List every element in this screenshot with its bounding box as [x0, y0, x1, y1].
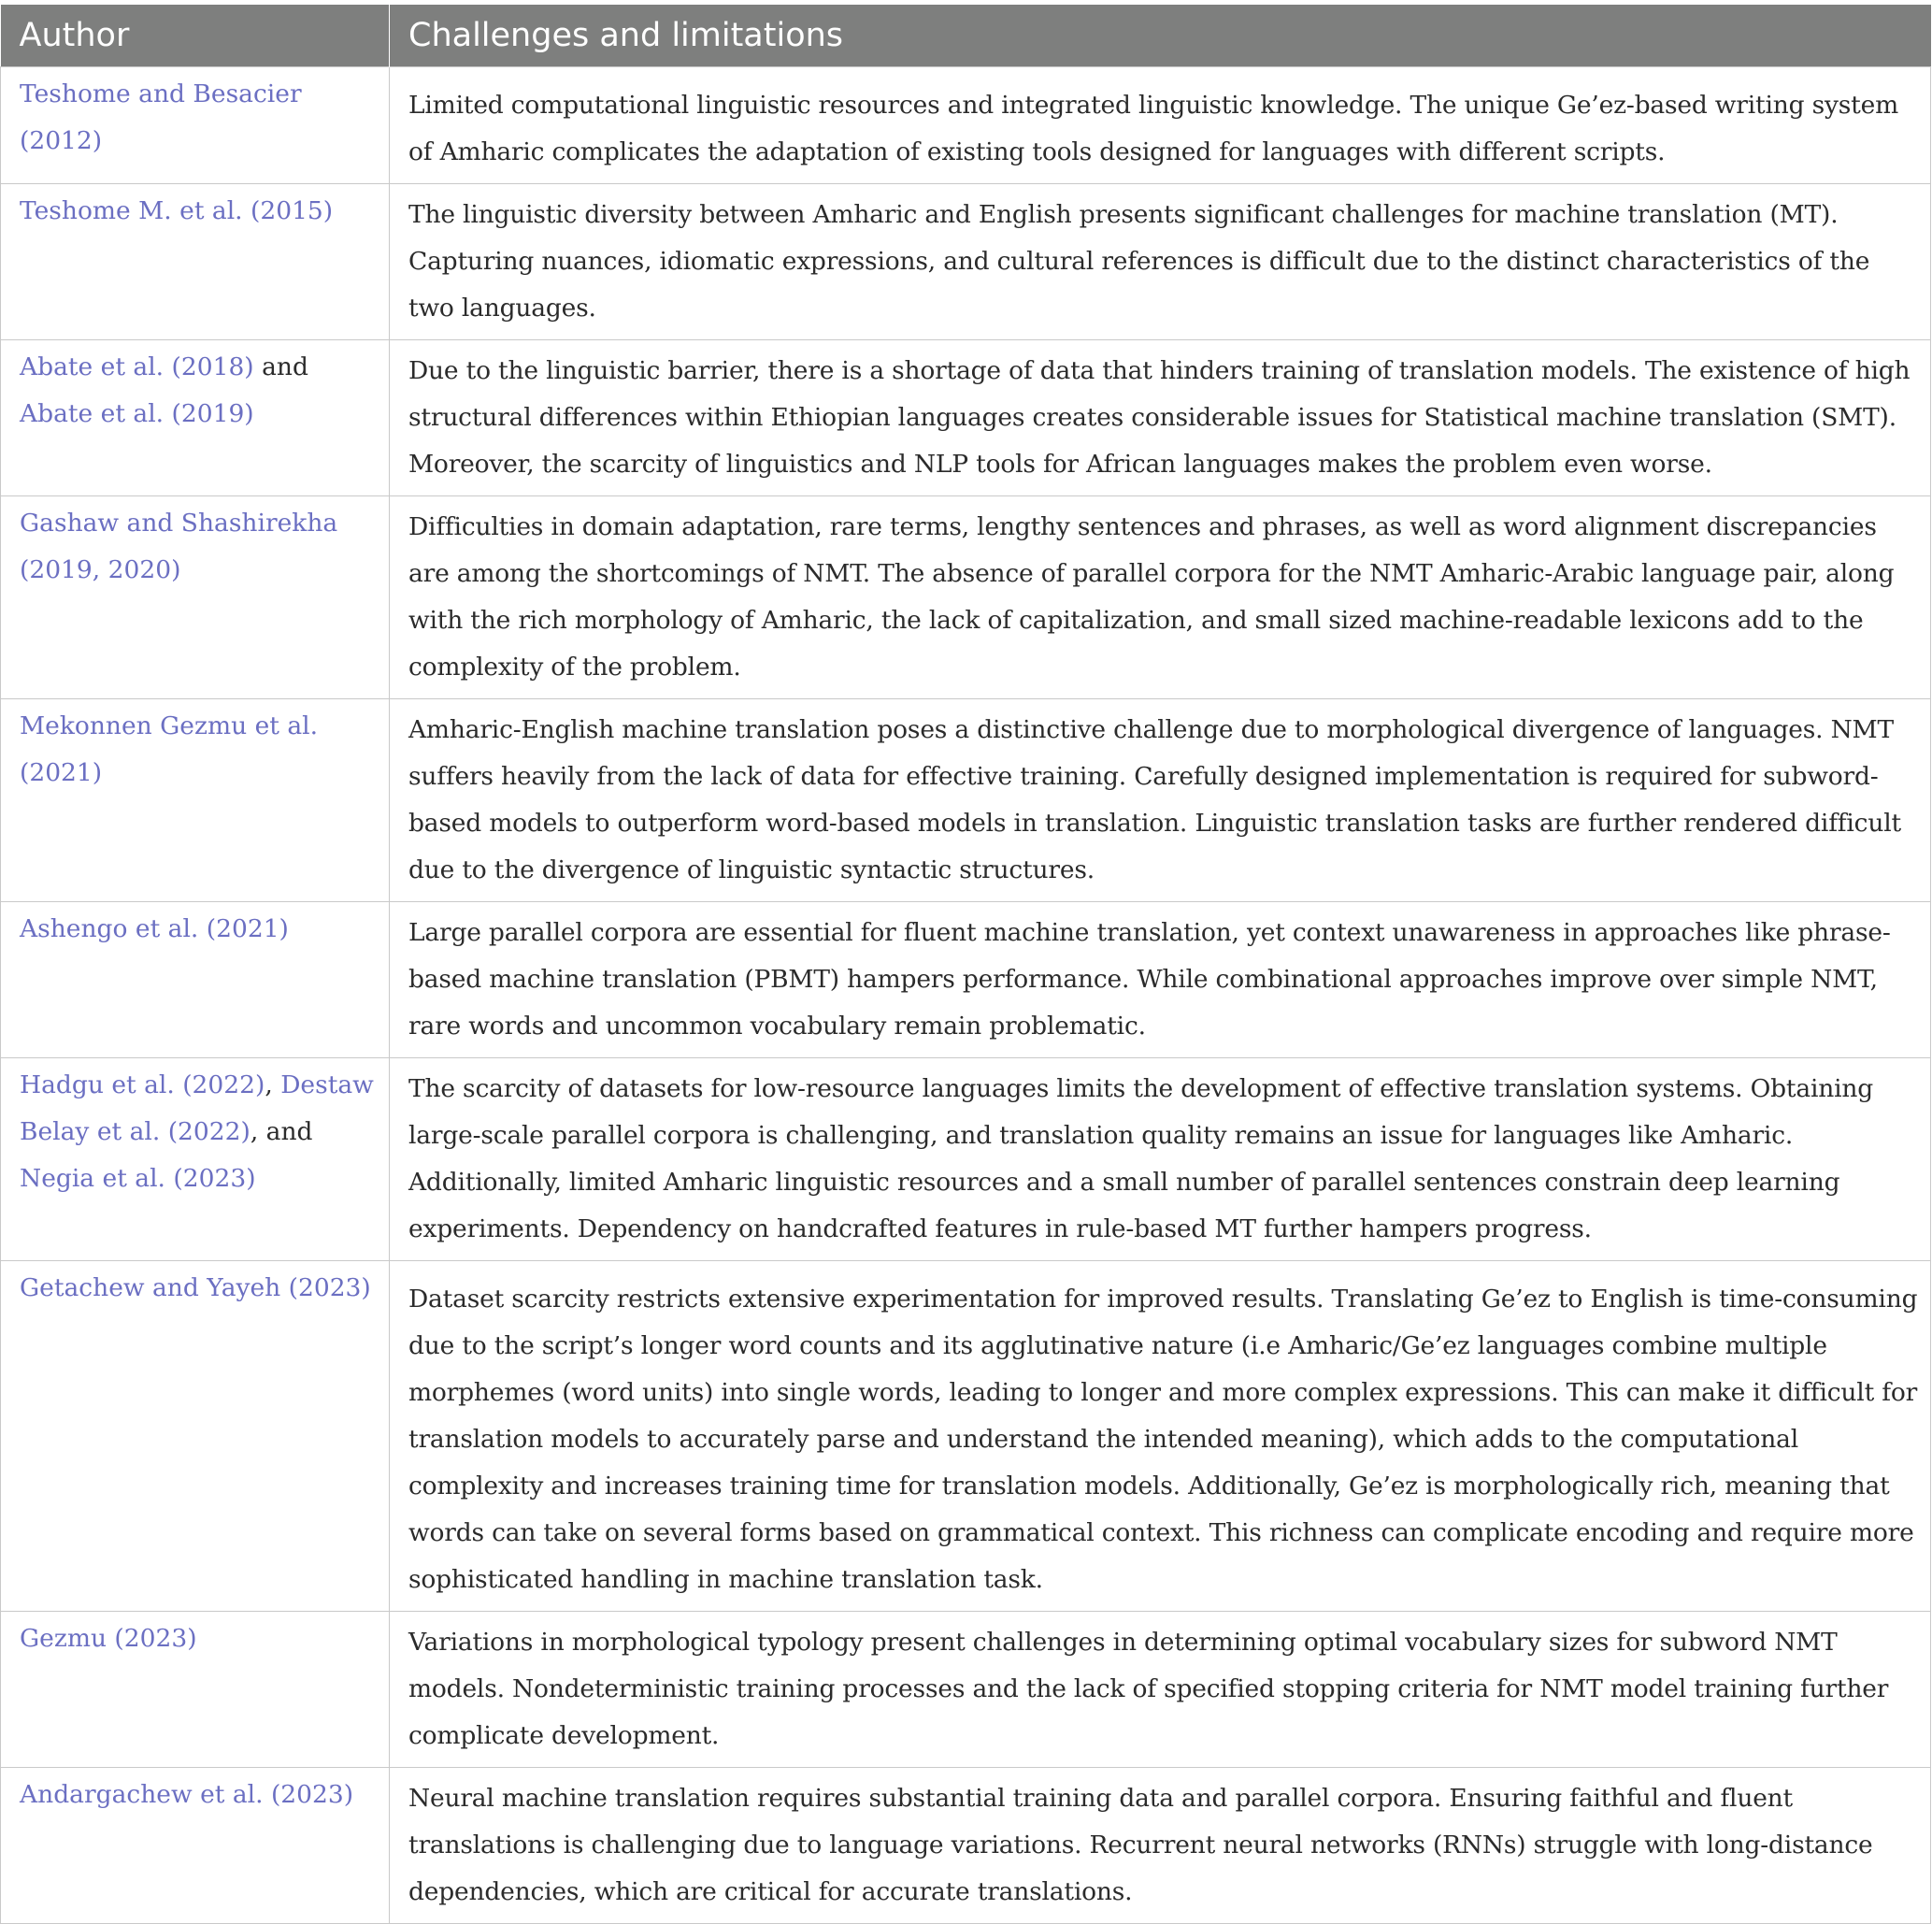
citation-link[interactable]: Getachew and Yayeh (2023) [20, 1273, 371, 1302]
challenges-cell: Difficulties in domain adaptation, rare terms, lengthy sentences and phrases, as well as word alignment discrepancies are among the shortcomings of NMT. The absence of parallel corpora for the NMT Amharic-Arabic language pair, along with the rich morphology of Amharic, the lack of capitalization, and small sized machine-readable lexicons add to the complexity of the problem. [390, 496, 1931, 699]
table-row [1, 1261, 1931, 1612]
challenges-table-container [0, 5, 1930, 1924]
citation-link[interactable]: Teshome M. et al. (2015) [20, 196, 334, 225]
author-separator: and [253, 352, 308, 381]
author-cell [1, 184, 390, 340]
table-row [1, 184, 1931, 340]
challenges-cell: Variations in morphological typology present challenges in determining optimal vocabulary sizes for subword NMT models. Nondeterministic training processes and the lack of specified stopping criteria for NMT model training further complicate development. [390, 1612, 1931, 1768]
challenges-cell: The scarcity of datasets for low-resource languages limits the development of effective translation systems. Obtaining large-scale parallel corpora is challenging, and translation quality remains an issue for languages like Amharic. Additionally, limited Amharic linguistic resources and a small number of parallel sentences constrain deep learning experiments. Dependency on handcrafted features in rule-based MT further hampers progress. [390, 1058, 1931, 1261]
table-row [1, 699, 1931, 902]
citation-link[interactable]: Hadgu et al. (2022) [20, 1070, 265, 1099]
author-cell [1, 902, 390, 1058]
author-cell [1, 1058, 390, 1261]
table-row [1, 902, 1931, 1058]
author-cell [1, 340, 390, 496]
author-cell [1, 1261, 390, 1612]
author-separator: , [265, 1070, 281, 1099]
citation-link[interactable]: Teshome and Besacier (2012) [20, 79, 302, 155]
table-row [1, 1058, 1931, 1261]
table-row [1, 340, 1931, 496]
table-row [1, 1768, 1931, 1924]
citation-link[interactable]: Andargachew et al. (2023) [20, 1780, 354, 1809]
author-separator: , and [250, 1117, 313, 1146]
citation-link[interactable]: Mekonnen Gezmu et al. (2021) [20, 711, 319, 787]
challenges-table [0, 5, 1931, 1924]
challenges-cell: Amharic-English machine translation poses a distinctive challenge due to morphological divergence of languages. NMT suffers heavily from the lack of data for effective training. Carefully designed implementation is required for subword-based models to outperform word-based models in translation. Linguistic translation tasks are further rendered difficult due to the divergence of linguistic syntactic structures. [390, 699, 1931, 902]
challenges-cell: Neural machine translation requires substantial training data and parallel corpora. Ensuring faithful and fluent translations is challenging due to language variations. Recurrent neural networks (RNNs) struggle with long-distance dependencies, which are critical for accurate translations. [390, 1768, 1931, 1924]
citation-link[interactable]: Destaw Belay et al. (2022) [20, 1070, 374, 1146]
column-header-author: Author [1, 5, 390, 67]
challenges-cell: Dataset scarcity restricts extensive experimentation for improved results. Translating Ge’ez to English is time-consuming due to the script’s longer word counts and its agglutinative nature (i.e Amharic/Ge’ez languages combine multiple morphemes (word units) into single words, leading to longer and more complex expressions. This can make it difficult for translation models to accurately parse and understand the intended meaning), which adds to the computational complexity and increases training time for translation models. Additionally, Ge’ez is morphologically rich, meaning that words can take on several forms based on grammatical context. This richness can complicate encoding and require more sophisticated handling in machine translation task. [390, 1261, 1931, 1612]
citation-link[interactable]: Gashaw and Shashirekha (2019, 2020) [20, 509, 338, 584]
challenges-cell: Large parallel corpora are essential for fluent machine translation, yet context unawareness in approaches like phrase-based machine translation (PBMT) hampers performance. While combinational approaches improve over simple NMT, rare words and uncommon vocabulary remain problematic. [390, 902, 1931, 1058]
header-row [1, 5, 1931, 67]
author-cell [1, 1612, 390, 1768]
column-header-challenges: Challenges and limitations [390, 5, 1931, 67]
citation-link[interactable]: Abate et al. (2019) [20, 399, 254, 428]
challenges-cell: The linguistic diversity between Amharic and English presents significant challenges for machine translation (MT). Capturing nuances, idiomatic expressions, and cultural references is difficult due to the distinct characteristics of the two languages. [390, 184, 1931, 340]
challenges-cell: Due to the linguistic barrier, there is a shortage of data that hinders training of translation models. The existence of high structural differences within Ethiopian languages creates considerable issues for Statistical machine translation (SMT). Moreover, the scarcity of linguistics and NLP tools for African languages makes the problem even worse. [390, 340, 1931, 496]
author-cell [1, 67, 390, 184]
author-cell [1, 496, 390, 699]
table-row [1, 67, 1931, 184]
citation-link[interactable]: Ashengo et al. (2021) [20, 914, 289, 943]
challenges-cell: Limited computational linguistic resources and integrated linguistic knowledge. The unique Ge’ez-based writing system of Amharic complicates the adaptation of existing tools designed for languages with different scripts. [390, 67, 1931, 184]
citation-link[interactable]: Negia et al. (2023) [20, 1164, 256, 1193]
table-row [1, 496, 1931, 699]
citation-link[interactable]: Gezmu (2023) [20, 1624, 197, 1653]
table-body [1, 67, 1931, 1924]
table-row [1, 1612, 1931, 1768]
author-cell [1, 1768, 390, 1924]
author-cell [1, 699, 390, 902]
citation-link[interactable]: Abate et al. (2018) [20, 352, 254, 381]
